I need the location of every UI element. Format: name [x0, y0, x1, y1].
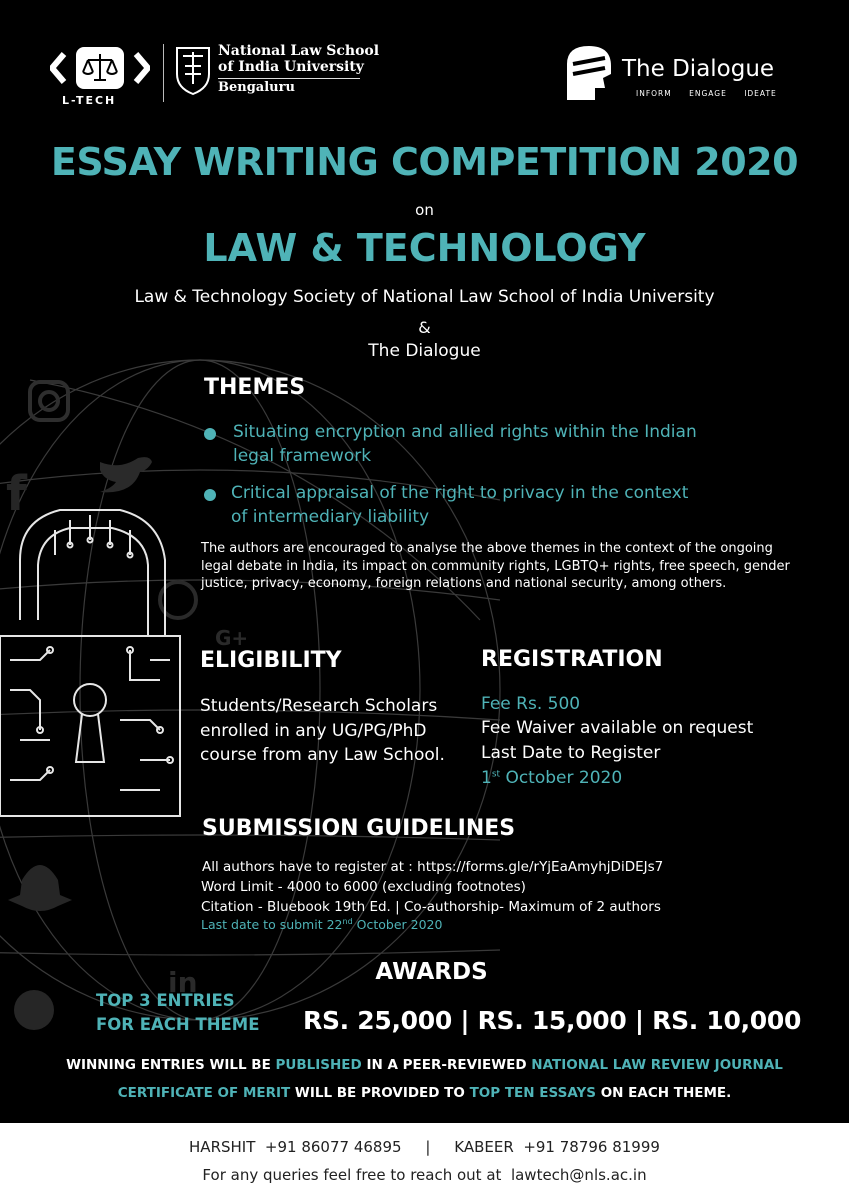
theme-item: Critical appraisal of the right to privacy in the context of intermediary liability: [231, 483, 689, 527]
registration-waiver: Fee Waiver available on request: [481, 718, 754, 738]
winning-text: IN A PEER-REVIEWED: [361, 1057, 532, 1073]
instagram-icon: [30, 382, 68, 420]
padlock-circuit-icon: [0, 510, 180, 816]
whatsapp-icon: [160, 582, 196, 618]
submission-deadline-suffix: nd: [342, 917, 353, 926]
footer-contacts: HARSHIT +91 86077 46895 | KABEER +91 78796 81999: [189, 1138, 660, 1156]
registration-date-suffix: st: [491, 769, 501, 780]
registration-last-date-label: Last Date to Register: [481, 743, 661, 763]
nls-name-line2: of India University: [218, 59, 364, 75]
organizer-2: The Dialogue: [368, 341, 481, 361]
certificate-highlight: TOP TEN ESSAYS: [469, 1085, 596, 1101]
facebook-icon: f: [6, 466, 27, 522]
nls-name-line1: National Law School: [218, 43, 380, 59]
dialogue-tagline: INFORM ENGAGE IDEATE: [636, 89, 777, 98]
submission-heading: SUBMISSION GUIDELINES: [202, 816, 516, 841]
registration-heading: REGISTRATION: [481, 647, 663, 672]
submission-citation: Citation - Bluebook 19th Ed. | Co-authorship- Maximum of 2 authors: [201, 899, 661, 915]
themes-heading: THEMES: [204, 375, 306, 400]
awards-heading: AWARDS: [375, 959, 488, 985]
certificate-highlight: CERTIFICATE OF MERIT: [117, 1085, 291, 1101]
nls-city: Bengaluru: [218, 80, 295, 95]
eligibility-heading: ELIGIBILITY: [200, 648, 342, 673]
linkedin-icon: in: [168, 966, 198, 999]
organizer-1: Law & Technology Society of National Law School of India University: [134, 287, 715, 307]
registration-date-rest: October 2020: [500, 768, 623, 788]
registration-date-day: 1: [481, 768, 492, 788]
bullet-icon: [204, 489, 216, 501]
winning-entries-note: [0, 1057, 849, 1073]
bullet-icon: [204, 428, 216, 440]
pinterest-icon: [14, 990, 54, 1030]
ltech-label: L-TECH: [62, 94, 117, 107]
dialogue-logo-icon: [565, 44, 613, 102]
nls-emblem-icon: [173, 44, 213, 96]
theme-item: Situating encryption and allied rights within the Indian legal framework: [233, 422, 697, 466]
certificate-note: [0, 1085, 849, 1101]
winning-highlight: NATIONAL LAW REVIEW JOURNAL: [531, 1057, 783, 1073]
snapchat-icon: [8, 865, 72, 911]
themes-description: The authors are encouraged to analyse the above themes in the context of the ongoing legal debate in India, its impact on community rights, LGBTQ+ rights, free speech, gender justice, privacy, economy, foreign relations and national security, among others.: [201, 541, 790, 591]
winning-highlight: PUBLISHED: [275, 1057, 362, 1073]
dialogue-name: The Dialogue: [622, 56, 775, 82]
awards-label-line2: FOR EACH THEME: [96, 1015, 260, 1034]
twitter-icon: [100, 457, 152, 492]
competition-title: ESSAY WRITING COMPETITION 2020: [50, 140, 799, 184]
submission-deadline-rest: October 2020: [352, 917, 443, 933]
registration-fee: Fee Rs. 500: [481, 694, 581, 714]
submission-deadline-prefix: Last date to submit 22: [201, 917, 343, 933]
awards-prizes: RS. 25,000 | RS. 15,000 | RS. 10,000: [303, 1006, 802, 1035]
logo-divider: [163, 44, 164, 102]
nls-underline: [218, 78, 360, 79]
submission-word-limit: Word Limit - 4000 to 6000 (excluding footnotes): [201, 879, 526, 895]
submission-register-line: All authors have to register at : https://forms.gle/rYjEaAmyhjDiDEJs7: [202, 859, 664, 875]
registration-date: [481, 768, 622, 788]
competition-subject: LAW & TECHNOLOGY: [203, 226, 646, 270]
google-plus-icon: G+: [215, 626, 249, 650]
nls-name: [218, 43, 379, 75]
winning-text: WINNING ENTRIES WILL BE: [66, 1057, 276, 1073]
eligibility-text: Students/Research Scholars enrolled in any UG/PG/PhD course from any Law School.: [200, 696, 445, 765]
footer-queries: For any queries feel free to reach out at lawtech@nls.ac.in: [202, 1166, 647, 1184]
awards-label-line1: TOP 3 ENTRIES: [96, 991, 235, 1010]
organizer-ampersand: &: [418, 318, 431, 337]
certificate-text: WILL BE PROVIDED TO: [290, 1085, 470, 1101]
awards-label: [96, 989, 259, 1037]
submission-deadline: [201, 917, 442, 932]
footer: [0, 1123, 849, 1200]
certificate-text: ON EACH THEME.: [596, 1085, 732, 1101]
title-on: on: [415, 201, 434, 219]
